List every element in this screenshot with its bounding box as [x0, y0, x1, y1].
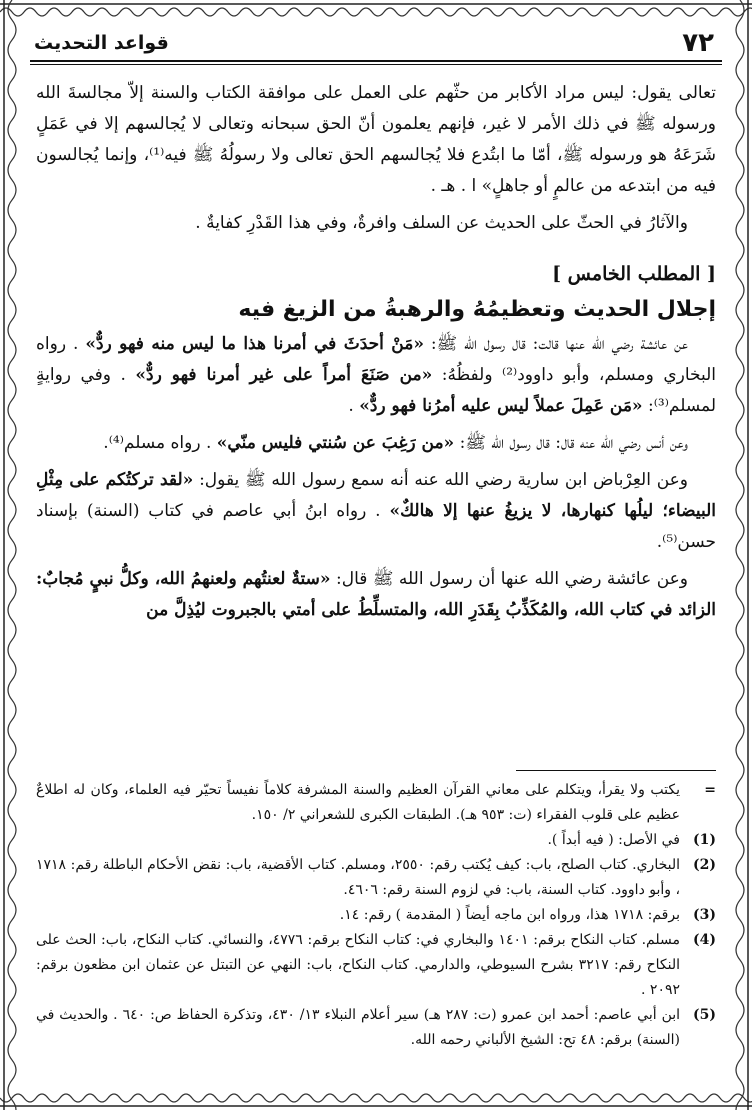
footnote-item — [36, 778, 716, 828]
irbad-quote: «لقد تركتُكم على مِثْلِ البيضاء؛ ليلُها كنهارها، لا يزيغُ عنها إلا هالكٌ» — [36, 470, 717, 521]
footnote-mark: = — [704, 782, 716, 798]
anas-intro: وعن أنس رضي الله عنه قال: قال رسول الله ﷺ: — [459, 433, 688, 453]
footnote-item — [36, 1003, 716, 1053]
footnote-text: البخاري. كتاب الصلح، باب: كيف يُكتب رقم: ٢٥٥٠، ومسلم. كتاب الأقضية، باب: نقض الأحكام الباطلة رقم: ١٧١٨ ، وأبو داوود. كتاب السنة، باب: في لزوم السنة رقم: ٤٦٠٦. — [36, 857, 681, 898]
footnote-item — [36, 828, 716, 853]
footnote-text: برقم: ١٧١٨ هذا، ورواه ابن ماجه أيضاً ( المقدمة ) رقم: ١٤. — [339, 907, 680, 923]
irbad-intro: وعن العِرْباض ابن سارية رضي الله عنه أنه سمع رسول الله ﷺ يقول: — [199, 470, 689, 490]
footnote-separator — [516, 770, 716, 771]
aisha-quote-2: «من صَنَعَ أمراً على غير أمرنا فهو ردٌّ» — [135, 365, 433, 385]
anas-end: . رواه مسلم⁽⁴⁾. — [103, 433, 212, 453]
section-label: [ المطلب الخامس ] — [552, 263, 716, 285]
header-rule — [30, 60, 722, 62]
section-title: إجلال الحديث وتعظيمُهُ والرهبةُ من الزيغ فيه — [238, 297, 716, 322]
anas-quote: «من رَغِبَ عن سُنتي فليس منّي» — [216, 433, 455, 453]
footnote-item — [36, 853, 716, 903]
aisha2-intro: وعن عائشة رضي الله عنها أن رسول الله ﷺ قال: — [336, 569, 689, 589]
aisha-mid-2: . وفي روايةٍ لمسلم⁽³⁾: — [36, 365, 716, 416]
footnote-mark: (2) — [693, 857, 716, 873]
paragraph-aisha-six — [36, 564, 716, 626]
header-rule-thin — [30, 64, 722, 65]
page-number: ٧٢ — [682, 28, 714, 58]
footnote-mark: (1) — [693, 832, 716, 848]
footnote-text: مسلم. كتاب النكاح برقم: ١٤٠١ والبخاري في: كتاب النكاح برقم: ٤٧٧٦، والنسائي. كتاب النكاح، باب: الحث على النكاح رقم: ٣٢١٧ بشرح السيوطي، والدارمي. كتاب النكاح، باب: النهي عن التبتل عن عثمان ابن مظعون برقم: ٢٠٩٢ . — [36, 932, 680, 998]
aisha-mid: . رواه البخاري ومسلم، وأبو داوود⁽²⁾ ولفظُهُ: — [36, 334, 717, 385]
paragraph-athar: والآثارُ في الحثّ على الحديث عن السلف وافرةٌ، وفي هذا القَدْرِ كفايةٌ . — [195, 213, 688, 233]
footnote-mark: (3) — [693, 907, 716, 923]
main-text — [36, 78, 716, 632]
running-title: قواعد التحديث — [34, 32, 169, 54]
aisha-intro: عن عائشة رضي الله عنها قالت: قال رسول الله ﷺ: — [430, 334, 688, 354]
paragraph-continuation: تعالى يقول: ليس مراد الأكابر من حثّهم على العمل على موافقة الكتاب والسنة إلاّ مجالسةَ الله ورسوله ﷺ في ذلك الأمر لا غير، فإنهم يعلمون أنّ الحق سبحانه وتعالى لا يُجالسهم إلا في عَمَلٍ شَرَعَهُ هو ورسوله ﷺ، أمّا ما ابتُدع فلا يُجالسهم الحق تعالى ولا رسولُهُ ﷺ فيه⁽¹⁾، وإنما يُجالسون فيه من ابتدعه من عالمٍ أو جاهلٍ» ا . هـ . — [36, 83, 716, 196]
paragraph-aisha-hadith — [36, 329, 716, 422]
paragraph-irbad-hadith — [36, 465, 716, 558]
decorative-border-right — [732, 0, 752, 1110]
book-page — [30, 20, 722, 1088]
page-header — [30, 28, 722, 62]
footnotes — [36, 778, 716, 1053]
paragraph-anas-hadith — [36, 428, 716, 459]
footnote-text: في الأصل: ( فيه أبداً ). — [547, 832, 680, 848]
aisha-quote-3: «مَن عَمِلَ عملاً ليس عليه أمرُنا فهو ردٌّ» — [359, 396, 643, 416]
decorative-border-bottom — [0, 1092, 752, 1110]
aisha-end: . — [348, 396, 354, 416]
aisha2-quote: «ستةٌ لعنتُهم ولعنهمُ الله، وكلُّ نبيٍ مُجابٌ: الزائد في كتاب الله، والمُكَذِّبُ بِقَدَرِ الله، والمتسلِّطُ على أمتي بالجبروت ليُذِلَّ من — [36, 569, 716, 620]
footnote-mark: (4) — [693, 932, 716, 948]
footnote-text: يكتب ولا يقرأ، ويتكلم على معاني القرآن العظيم والسنة المشرفة كلاماً نفيساً تحيّر فيه العلماء، وكان له اطلاعٌ عظيم على قلوب الفقراء (ت: ٩٥٣ هـ). الطبقات الكبرى للشعراني ٢/ ١٥٠. — [36, 782, 680, 823]
decorative-border-top — [0, 0, 752, 18]
footnote-item — [36, 903, 716, 928]
footnote-item — [36, 928, 716, 1003]
footnote-mark: (5) — [693, 1007, 716, 1023]
aisha-quote-1: «مَنْ أحدَثَ في أمرنا هذا ما ليس منه فهو ردٌّ» — [85, 334, 424, 354]
irbad-end: . رواه ابنُ أبي عاصم في كتاب (السنة) بإسناد حسن⁽⁵⁾. — [36, 501, 716, 552]
decorative-border-left — [0, 0, 20, 1110]
footnote-text: ابن أبي عاصم: أحمد ابن عمرو (ت: ٢٨٧ هـ) سير أعلام النبلاء ١٣/ ٤٣٠، وتذكرة الحفاظ ص: ٦٤٠ . والحديث في (السنة) برقم: ٤٨ تح: الشيخ الألباني رحمه الله. — [36, 1007, 681, 1048]
